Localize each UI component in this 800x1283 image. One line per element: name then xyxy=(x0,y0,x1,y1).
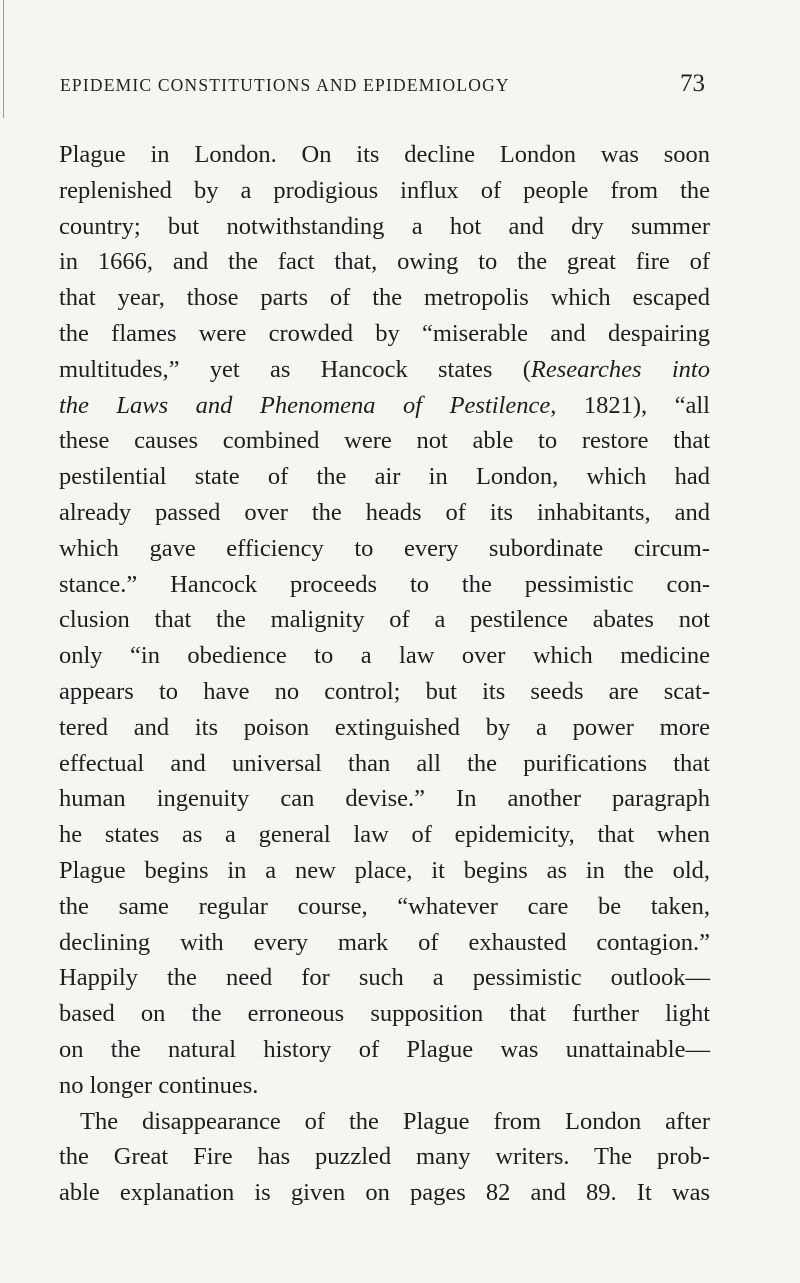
text-line: the flames were crowded by “miserable and despairing xyxy=(59,319,710,347)
text-line: human ingenuity can devise.” In another paragraph xyxy=(59,785,710,813)
text-line: Plague begins in a new place, it begins as in the old, xyxy=(59,856,710,884)
text-line: these causes combined were not able to restore that xyxy=(59,427,710,455)
text-line: replenished by a prodigious influx of people from the xyxy=(59,176,710,204)
text-line: already passed over the heads of its inhabitants, and xyxy=(59,498,710,526)
italic-title-fragment: Researches into xyxy=(530,355,710,383)
text-line: Happily the need for such a pessimistic outlook— xyxy=(59,964,710,992)
text-line: in 1666, and the fact that, owing to the great fire of xyxy=(59,248,710,276)
running-title: EPIDEMIC CONSTITUTIONS AND EPIDEMIOLOGY xyxy=(60,75,510,95)
text-line: stance.” Hancock proceeds to the pessimistic con- xyxy=(59,570,710,598)
paragraph-2 xyxy=(59,1104,710,1211)
text-line: country; but notwithstanding a hot and dry summer xyxy=(59,212,710,240)
text-fragment: , 1821), “all xyxy=(550,391,710,419)
text-line: based on the erroneous supposition that further light xyxy=(59,1000,710,1028)
text-line: appears to have no control; but its seeds are scat- xyxy=(59,677,710,705)
page-number: 73 xyxy=(680,70,705,97)
body-text xyxy=(59,137,710,1211)
running-head xyxy=(60,70,705,104)
text-line: which gave efficiency to every subordinate circum- xyxy=(59,534,710,562)
text-line: Plague in London. On its decline London was soon xyxy=(59,141,710,168)
text-line: able explanation is given on pages 82 and 89. It was xyxy=(59,1179,710,1207)
text-line-with-italic xyxy=(59,352,710,388)
text-line: he states as a general law of epidemicity, that when xyxy=(59,821,710,849)
text-line: no longer continues. xyxy=(59,1071,259,1099)
text-line: declining with every mark of exhausted contagion.” xyxy=(59,928,710,956)
text-line: pestilential state of the air in London, which had xyxy=(59,463,710,491)
text-line: The disappearance of the Plague from London after xyxy=(80,1107,710,1135)
page-edge-line xyxy=(3,0,4,118)
text-line: that year, those parts of the metropolis which escaped xyxy=(59,284,710,312)
paragraph-1 xyxy=(59,137,710,1104)
text-line: on the natural history of Plague was unattainable— xyxy=(59,1035,710,1063)
text-line: the Great Fire has puzzled many writers. The prob- xyxy=(59,1143,710,1171)
italic-title-fragment: the Laws and Phenomena of Pestilence xyxy=(59,391,551,419)
text-line: only “in obedience to a law over which medicine xyxy=(59,642,710,670)
text-line: clusion that the malignity of a pestilence abates not xyxy=(59,606,710,634)
text-line: the same regular course, “whatever care be taken, xyxy=(59,892,710,920)
text-line: effectual and universal than all the purifications that xyxy=(59,749,710,777)
text-line: tered and its poison extinguished by a power more xyxy=(59,713,710,741)
text-fragment: multitudes,” yet as Hancock states ( xyxy=(59,355,531,383)
text-line-with-italic xyxy=(59,388,710,424)
